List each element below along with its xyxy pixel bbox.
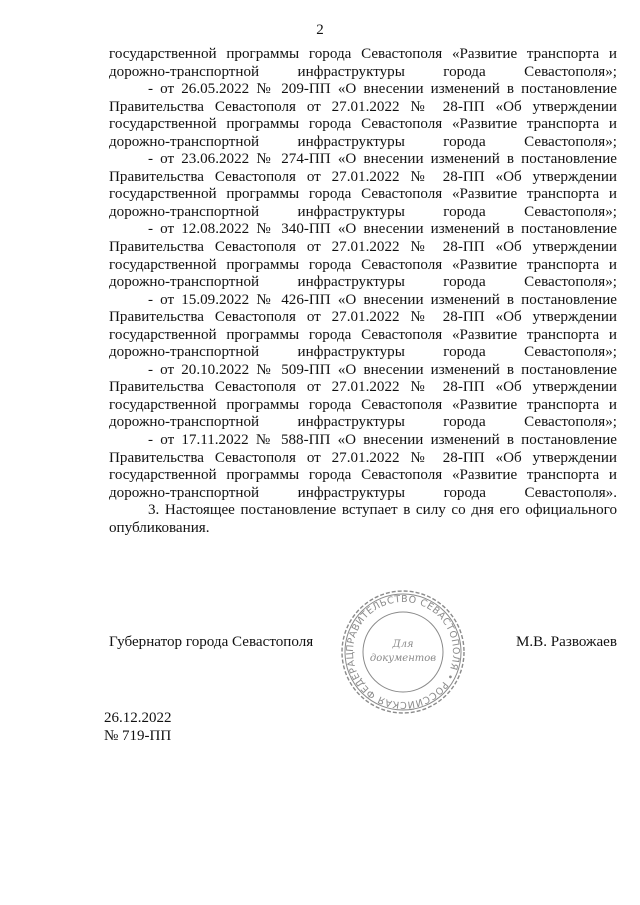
seal-stamp-graphic [338, 587, 468, 717]
signatory-title: Губернатор города Севастополя [109, 634, 314, 650]
paragraph-amendment-274: - от 23.06.2022 № 274-ПП «О внесении изменений в постановление Правительства Севастополя от 27.01.2022 № 28-ПП «Об утверждении государственной программы города Севастополя «Развитие транспорта и дорожно-транспортной инфраструктуры города Севастополя»; [109, 151, 617, 220]
document-date: 26.12.2022 [104, 710, 172, 726]
paragraph-amendment-209: - от 26.05.2022 № 209-ПП «О внесении изменений в постановление Правительства Севастополя от 27.01.2022 № 28-ПП «Об утверждении государственной программы города Севастополя «Развитие транспорта и дорожно-транспортной инфраструктуры города Севастополя»; [109, 81, 617, 150]
paragraph-amendment-340: - от 12.08.2022 № 340-ПП «О внесении изменений в постановление Правительства Севастополя от 27.01.2022 № 28-ПП «Об утверждении государственной программы города Севастополя «Развитие транспорта и дорожно-транспортной инфраструктуры города Севастополя»; [109, 221, 617, 291]
paragraph-effective-date: 3. Настоящее постановление вступает в силу со дня его официального опубликования. [109, 502, 617, 536]
paragraph-continuation: государственной программы города Севастополя «Развитие транспорта и дорожно-транспортной инфраструктуры города Севастополя»; [109, 46, 617, 80]
seal-center-line2: документов [369, 653, 437, 664]
official-seal-stamp [338, 587, 468, 717]
document-number: № 719-ПП [104, 727, 172, 744]
document-body [109, 46, 617, 537]
page-number: 2 [316, 22, 324, 38]
document-footer [104, 710, 172, 745]
paragraph-amendment-426: - от 15.09.2022 № 426-ПП «О внесении изменений в постановление Правительства Севастополя от 27.01.2022 № 28-ПП «Об утверждении государственной программы города Севастополя «Развитие транспорта и дорожно-транспортной инфраструктуры города Севастополя»; [109, 291, 617, 361]
seal-outer-text: ПРАВИТЕЛЬСТВО СЕВАСТОПОЛЯ • РОССИЙСКАЯ ФЕДЕРАЦ [344, 593, 462, 711]
paragraph-amendment-588: - от 17.11.2022 № 588-ПП «О внесении изменений в постановление Правительства Севастополя от 27.01.2022 № 28-ПП «Об утверждении государственной программы города Севастополя «Развитие транспорта и дорожно-транспортной инфраструктуры города Севастополя». [109, 432, 617, 501]
seal-center-line1: Для [392, 639, 414, 650]
signatory-name: М.В. Развожаев [515, 634, 617, 650]
paragraph-amendment-509: - от 20.10.2022 № 509-ПП «О внесении изменений в постановление Правительства Севастополя от 27.01.2022 № 28-ПП «Об утверждении государственной программы города Севастополя «Развитие транспорта и дорожно-транспортной инфраструктуры города Севастополя»; [109, 361, 617, 431]
